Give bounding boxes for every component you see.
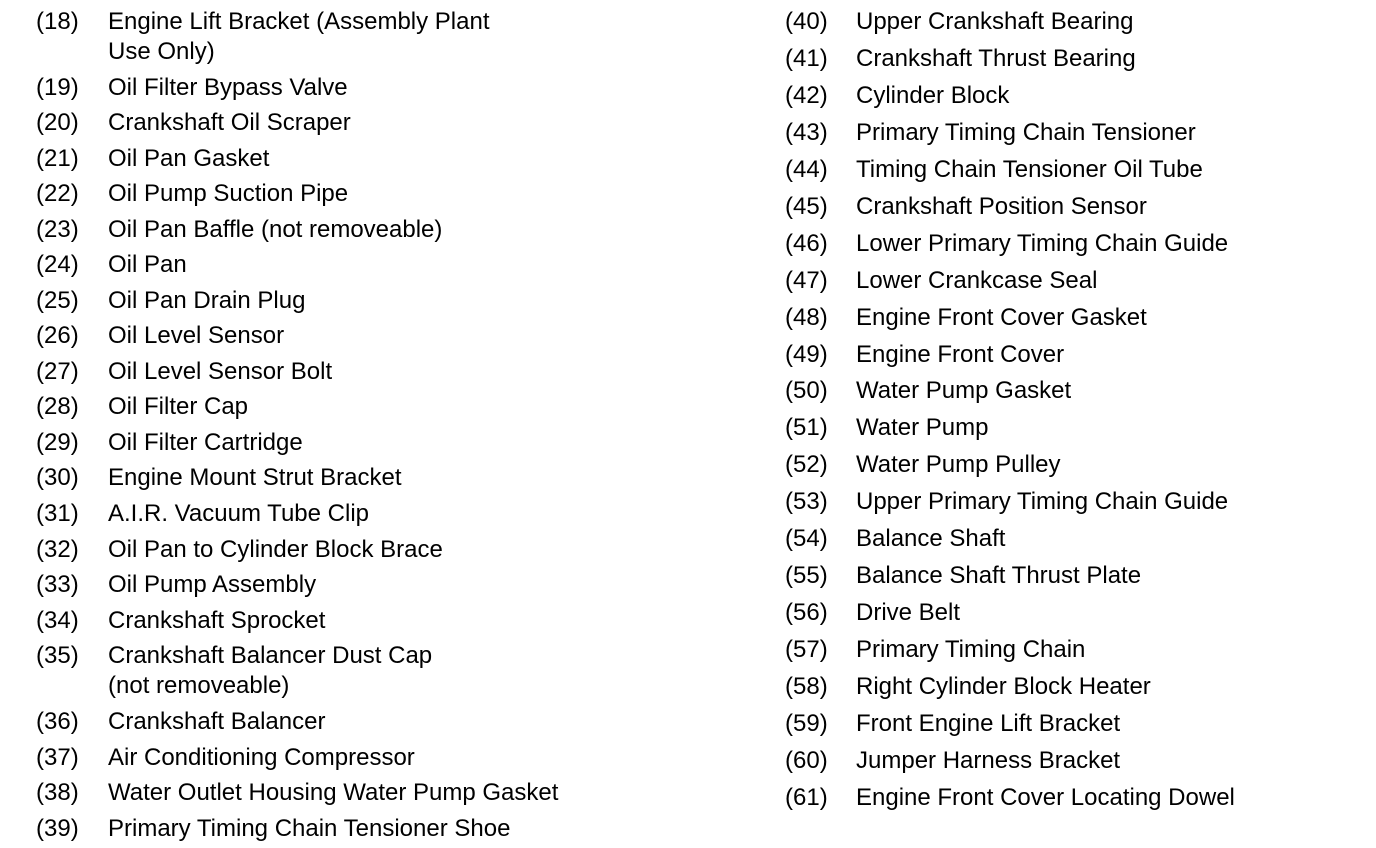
legend-entry-number: (36) [36,708,79,735]
legend-entry-description [108,357,332,387]
legend-entry-description [108,321,284,351]
legend-entry-description [856,155,1203,185]
legend-entry-text: Drive Belt [856,599,961,626]
legend-entry-number: (50) [785,377,828,404]
legend-entry-number: (27) [36,358,79,385]
legend-entry-number: (59) [785,710,828,737]
legend-entry-number: (28) [36,393,79,420]
legend-entry-text: Upper Crankshaft Bearing [856,8,1134,35]
legend-entry-text: Engine Front Cover [856,341,1065,368]
legend-entry-text: Crankshaft Balancer [108,708,326,735]
legend-entry-text: Right Cylinder Block Heater [856,673,1151,700]
legend-entry-text: Oil Pump Suction Pipe [108,180,349,207]
legend-entry-description [108,392,248,422]
legend-entry-text: Engine Lift Bracket (Assembly Plant [108,8,490,35]
legend-entry-number: (34) [36,607,79,634]
legend-entry-description [856,561,1141,591]
legend-entry-text: Oil Pan Gasket [108,145,270,172]
legend-entry-description [108,7,490,67]
legend-entry-description [856,709,1120,739]
legend-entry-text: Balance Shaft Thrust Plate [856,562,1142,589]
legend-entry-description [108,144,269,174]
legend-entry-number: (24) [36,251,79,278]
legend-entry-description [856,229,1228,259]
legend-entry-text: Oil Level Sensor Bolt [108,358,333,385]
legend-entry-text: A.I.R. Vacuum Tube Clip [108,500,369,527]
legend-entry-text: Front Engine Lift Bracket [856,710,1121,737]
legend-entry-text: Oil Pump Assembly [108,571,317,598]
legend-entry-text: Primary Timing Chain Tensioner [856,119,1196,146]
legend-entry-description [856,450,1061,480]
legend-entry-text-continued: Use Only) [108,38,215,65]
legend-entry-description [856,192,1147,222]
legend-entry-text: Oil Filter Cap [108,393,249,420]
legend-entry-description [108,215,442,245]
legend-entry-text: Engine Front Cover Gasket [856,304,1147,331]
legend-entry-text: Upper Primary Timing Chain Guide [856,488,1229,515]
legend-entry-description [108,499,369,529]
legend-entry-description [108,707,325,737]
legend-entry-text: Water Pump [856,414,989,441]
legend-entry-text: Engine Front Cover Locating Dowel [856,784,1235,811]
legend-entry-number: (47) [785,267,828,294]
legend-entry-number: (19) [36,74,79,101]
legend-entry-number: (53) [785,488,828,515]
legend-entry-number: (21) [36,145,79,172]
legend-entry-number: (45) [785,193,828,220]
legend-entry-number: (58) [785,673,828,700]
legend-entry-number: (52) [785,451,828,478]
legend-entry-description [108,73,348,103]
legend-entry-number: (61) [785,784,828,811]
legend-entry-description [856,266,1097,296]
legend-entry-number: (32) [36,536,79,563]
legend-entry-description [856,672,1151,702]
legend-entry-number: (37) [36,744,79,771]
legend-entry-text: Primary Timing Chain Tensioner Shoe [108,815,511,842]
legend-entry-description [856,81,1009,111]
legend-entry-number: (46) [785,230,828,257]
legend-entry-number: (56) [785,599,828,626]
legend-entry-number: (48) [785,304,828,331]
legend-entry-description [856,746,1120,776]
legend-entry-text: Oil Filter Cartridge [108,429,303,456]
legend-entry-description [856,303,1147,333]
legend-entry-text: Lower Crankcase Seal [856,267,1098,294]
legend-entry-number: (51) [785,414,828,441]
legend-entry-description [108,463,401,493]
legend-entry-description [856,487,1228,517]
legend-entry-number: (57) [785,636,828,663]
legend-entry-description [108,286,305,316]
legend-entry-number: (30) [36,464,79,491]
legend-entry-description [108,570,316,600]
legend-entry-text: Oil Pan to Cylinder Block Brace [108,536,443,563]
legend-entry-text: Balance Shaft [856,525,1006,552]
legend-entry-description [856,340,1064,370]
legend-entry-description [108,108,351,138]
legend-entry-description [108,250,187,280]
legend-entry-text: Oil Level Sensor [108,322,285,349]
legend-entry-text: Oil Pan Baffle (not removeable) [108,216,443,243]
legend-entry-number: (39) [36,815,79,842]
legend-entry-text: Oil Pan [108,251,187,278]
legend-entry-description [856,376,1071,406]
legend-entry-text: Jumper Harness Bracket [856,747,1121,774]
legend-entry-number: (29) [36,429,79,456]
legend-entry-number: (23) [36,216,79,243]
legend-entry-description [856,118,1196,148]
legend-entry-description [856,413,988,443]
legend-entry-text: Crankshaft Oil Scraper [108,109,351,136]
legend-entry-text-continued: (not removeable) [108,672,290,699]
legend-entry-description [108,179,348,209]
legend-entry-number: (55) [785,562,828,589]
legend-entry-description [856,524,1005,554]
legend-entry-number: (25) [36,287,79,314]
legend-entry-text: Cylinder Block [856,82,1010,109]
legend-entry-number: (44) [785,156,828,183]
legend-entry-number: (41) [785,45,828,72]
legend-entry-description [856,598,960,628]
legend-entry-number: (22) [36,180,79,207]
legend-entry-text: Water Pump Pulley [856,451,1061,478]
legend-entry-number: (60) [785,747,828,774]
legend-entry-number: (20) [36,109,79,136]
legend-entry-number: (26) [36,322,79,349]
legend-entry-description [856,783,1235,813]
legend-entry-number: (33) [36,571,79,598]
legend-entry-number: (31) [36,500,79,527]
legend-entry-text: Crankshaft Position Sensor [856,193,1147,220]
legend-entry-text: Lower Primary Timing Chain Guide [856,230,1229,257]
legend-entry-number: (35) [36,642,79,669]
legend-entry-description [108,814,510,844]
legend-entry-number: (49) [785,341,828,368]
legend-entry-description [856,635,1085,665]
legend-entry-number: (42) [785,82,828,109]
legend-entry-text: Primary Timing Chain [856,636,1086,663]
legend-entry-number: (54) [785,525,828,552]
legend-entry-number: (43) [785,119,828,146]
legend-entry-text: Crankshaft Sprocket [108,607,326,634]
legend-entry-number: (18) [36,8,79,35]
legend-entry-description [108,606,325,636]
legend-entry-text: Timing Chain Tensioner Oil Tube [856,156,1203,183]
legend-entry-text: Water Outlet Housing Water Pump Gasket [108,779,559,806]
legend-entry-text: Oil Pan Drain Plug [108,287,306,314]
legend-entry-description [108,535,443,565]
legend-entry-description [856,7,1133,37]
legend-entry-description [108,743,415,773]
legend-entry-text: Oil Filter Bypass Valve [108,74,348,101]
legend-entry-description [108,778,558,808]
legend-entry-text: Air Conditioning Compressor [108,744,415,771]
legend-entry-text: Crankshaft Balancer Dust Cap [108,642,433,669]
legend-entry-description [856,44,1136,74]
legend-entry-description [108,641,432,701]
legend-entry-text: Crankshaft Thrust Bearing [856,45,1136,72]
legend-entry-number: (38) [36,779,79,806]
legend-entry-description [108,428,303,458]
legend-entry-number: (40) [785,8,828,35]
legend-entry-text: Water Pump Gasket [856,377,1072,404]
legend-entry-text: Engine Mount Strut Bracket [108,464,402,491]
